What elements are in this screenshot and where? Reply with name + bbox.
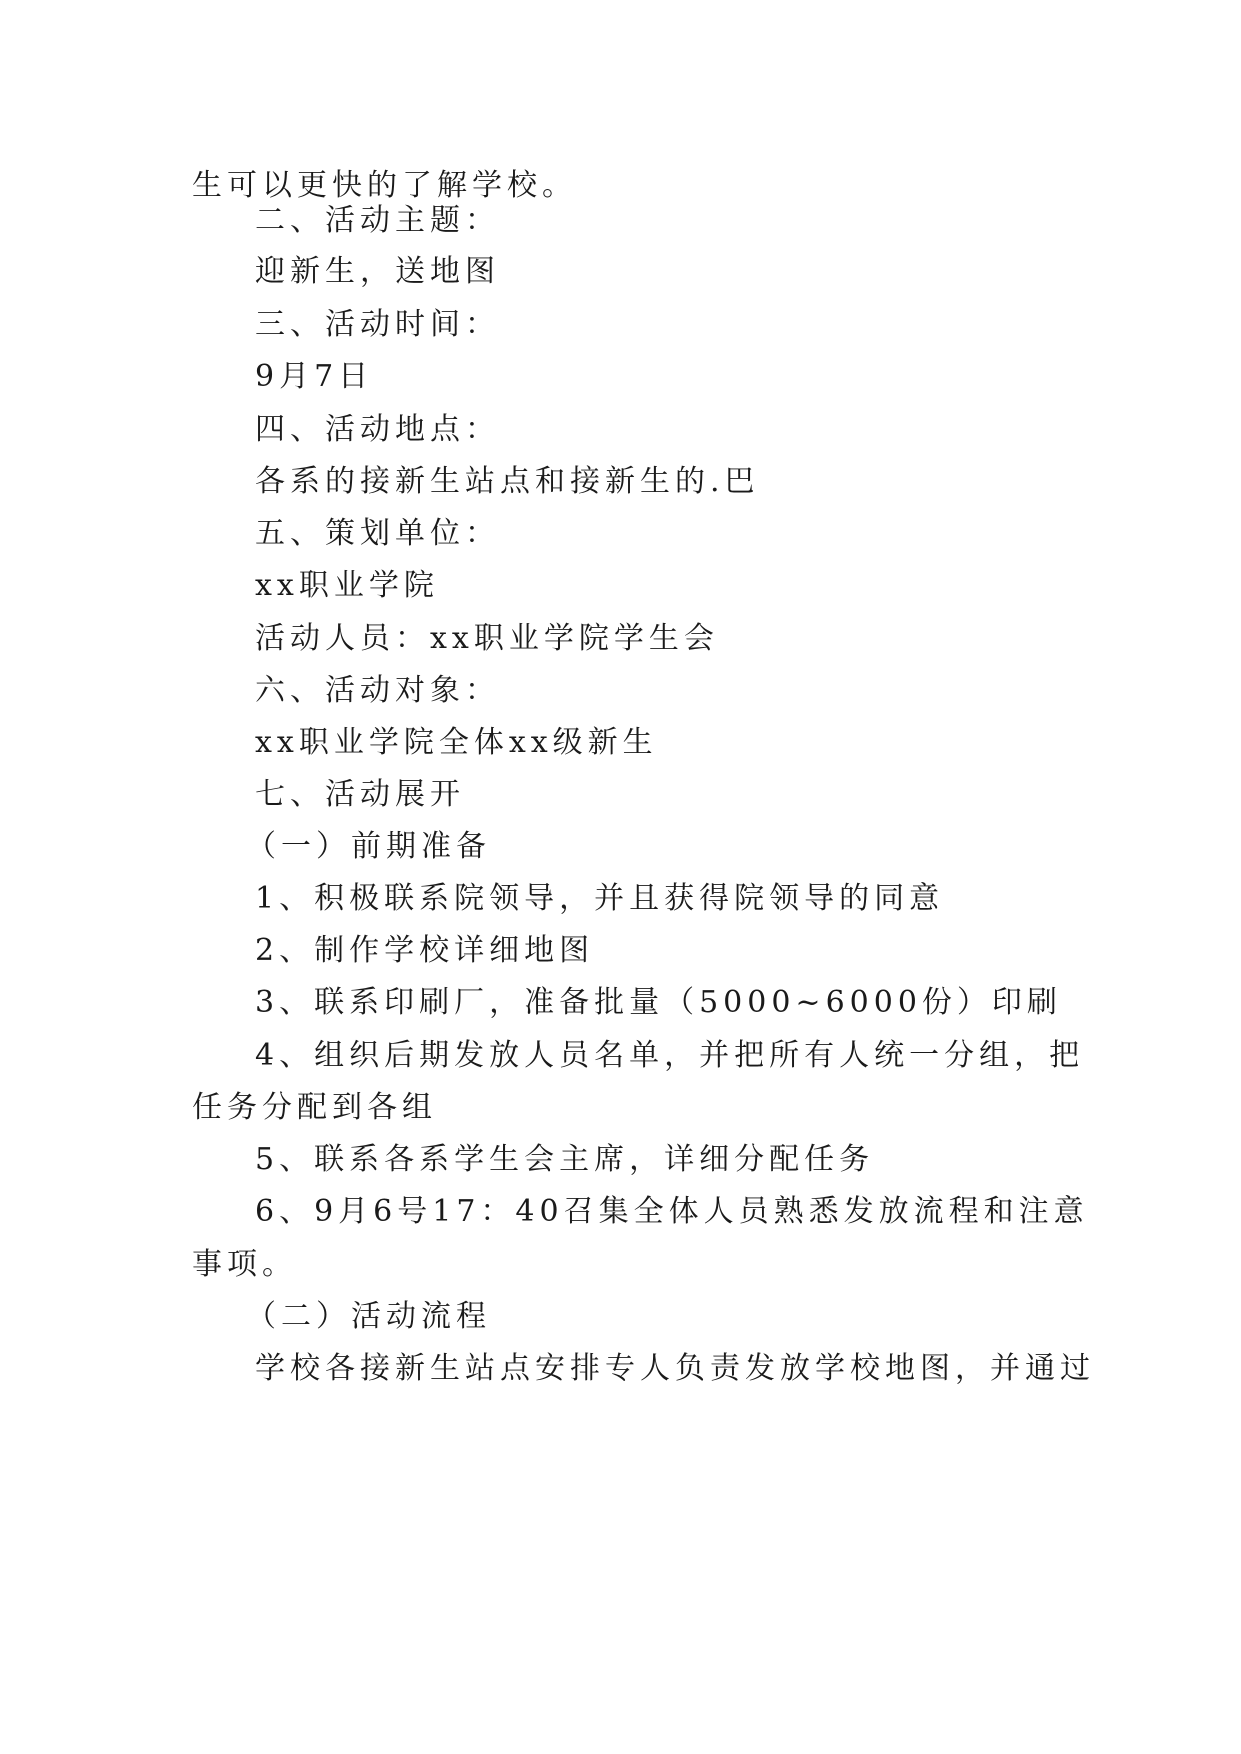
list-item-continuation: 事项。 xyxy=(192,1247,297,1282)
section-heading-location: 四、活动地点： xyxy=(255,412,500,447)
section-heading-audience: 六、活动对象： xyxy=(255,673,500,708)
subsection-heading-process: （二）活动流程 xyxy=(246,1299,491,1334)
paragraph-line: 活动人员：xx职业学院学生会 xyxy=(255,621,719,656)
paragraph-line: 9月7日 xyxy=(255,359,374,394)
section-heading-theme: 二、活动主题： xyxy=(255,203,500,238)
paragraph-line: 生可以更快的了解学校。 xyxy=(192,168,577,203)
list-item: 3、联系印刷厂，准备批量（5000~6000份）印刷 xyxy=(255,985,1062,1020)
list-item: 5、联系各系学生会主席，详细分配任务 xyxy=(255,1142,875,1177)
section-heading-organizer: 五、策划单位： xyxy=(255,516,500,551)
paragraph-line: xx职业学院全体xx级新生 xyxy=(255,725,658,760)
list-item: 4、组织后期发放人员名单，并把所有人统一分组，把 xyxy=(255,1038,1085,1073)
section-heading-time: 三、活动时间： xyxy=(255,307,500,342)
paragraph-line: xx职业学院 xyxy=(255,568,439,603)
subsection-heading-preparation: （一）前期准备 xyxy=(246,829,491,864)
paragraph-line: 学校各接新生站点安排专人负责发放学校地图，并通过 xyxy=(255,1351,1095,1386)
list-item: 6、9月6号17：40召集全体人员熟悉发放流程和注意 xyxy=(255,1194,1089,1229)
list-item-continuation: 任务分配到各组 xyxy=(192,1090,437,1125)
section-heading-execution: 七、活动展开 xyxy=(255,777,465,812)
list-item: 2、制作学校详细地图 xyxy=(255,933,595,968)
paragraph-line: 各系的接新生站点和接新生的.巴 xyxy=(255,464,760,499)
paragraph-line: 迎新生，送地图 xyxy=(255,254,500,289)
list-item: 1、积极联系院领导，并且获得院领导的同意 xyxy=(255,881,945,916)
